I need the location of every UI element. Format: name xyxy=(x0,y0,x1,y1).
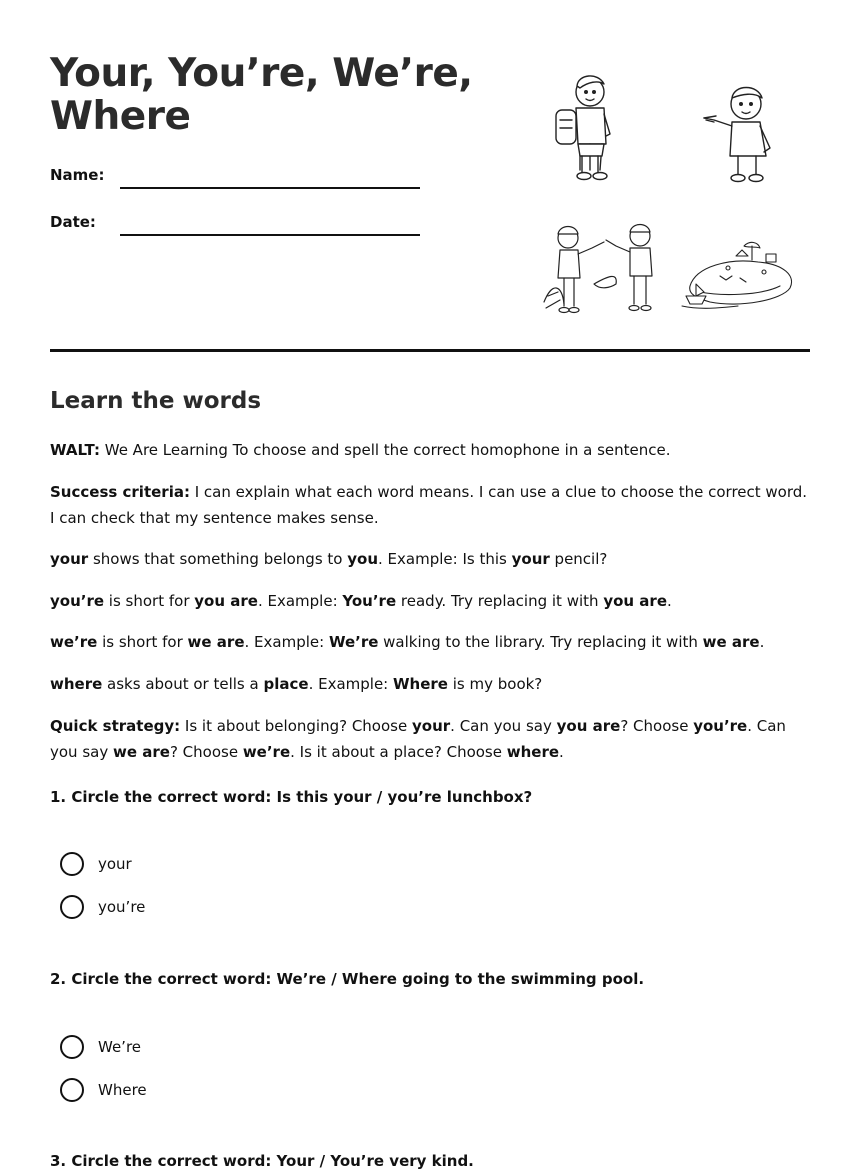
boy-pointing-illustration xyxy=(702,82,778,184)
text-run: Is it about belonging? Choose xyxy=(180,717,412,735)
name-field[interactable] xyxy=(120,187,420,189)
section-title: Learn the words xyxy=(50,388,262,414)
text-run: I can explain what each word means. I can use a clue to choose the correct word. I can check that my sentence makes sense. xyxy=(50,483,808,527)
option-label: We’re xyxy=(98,1038,142,1056)
worksheet-title: Your, You’re, We’re, Where xyxy=(50,51,473,139)
radio-button[interactable] xyxy=(60,895,84,919)
text-run: pencil? xyxy=(549,550,608,568)
bold-term: you’re xyxy=(50,592,105,610)
bold-term: we are xyxy=(702,633,760,651)
bold-term: Where xyxy=(393,675,448,693)
text-run: ready. Try replacing it with xyxy=(396,592,604,610)
q2-option-where[interactable] xyxy=(60,1077,147,1103)
header-divider xyxy=(50,349,810,352)
bold-term: you are xyxy=(556,717,621,735)
question-1: 1. Circle the correct word: Is this your / you’re lunchbox? xyxy=(50,788,533,806)
question-3: 3. Circle the correct word: Your / You’re very kind. xyxy=(50,1152,474,1170)
quick-strategy-paragraph xyxy=(50,713,810,765)
text-run: ? Choose xyxy=(169,743,243,761)
bold-term: where xyxy=(50,675,103,693)
radio-button[interactable] xyxy=(60,1078,84,1102)
bold-term: we’re xyxy=(242,743,291,761)
date-label: Date: xyxy=(50,213,96,231)
text-run: . Can you say xyxy=(450,717,557,735)
bold-term: We’re xyxy=(328,633,379,651)
text-run: asks about or tells a xyxy=(102,675,264,693)
bold-term: Quick strategy: xyxy=(50,717,181,735)
text-run: . Example: xyxy=(244,633,329,651)
bold-term: you’re xyxy=(693,717,748,735)
text-run: . xyxy=(559,743,564,761)
text-run: is short for xyxy=(104,592,195,610)
your-definition xyxy=(50,546,810,572)
bold-term: You’re xyxy=(342,592,397,610)
bold-term: your xyxy=(511,550,550,568)
date-field[interactable] xyxy=(120,234,420,236)
text-run: shows that something belongs to xyxy=(88,550,348,568)
question-2: 2. Circle the correct word: We’re / Where going to the swimming pool. xyxy=(50,970,645,988)
text-run: . Can you say xyxy=(50,717,786,761)
radio-button[interactable] xyxy=(60,1035,84,1059)
two-kids-pointing-illustration xyxy=(542,222,660,314)
success-criteria-paragraph xyxy=(50,479,810,531)
option-label: you’re xyxy=(98,898,146,916)
text-run: . xyxy=(667,592,672,610)
bold-term: where xyxy=(506,743,560,761)
q1-option-youre[interactable] xyxy=(60,894,145,920)
bold-term: we’re xyxy=(50,633,98,651)
option-label: Where xyxy=(98,1081,147,1099)
text-run: is short for xyxy=(97,633,188,651)
boy-with-backpack-illustration xyxy=(548,70,616,184)
text-run: is my book? xyxy=(447,675,543,693)
text-run: We Are Learning To choose and spell the correct homophone in a sentence. xyxy=(99,441,671,459)
text-run: walking to the library. Try replacing it with xyxy=(378,633,703,651)
bold-term: your xyxy=(411,717,451,735)
bold-term: we are xyxy=(112,743,170,761)
bold-term: you are xyxy=(194,592,258,610)
q2-option-were[interactable] xyxy=(60,1034,141,1060)
treasure-island-illustration xyxy=(680,236,798,310)
walt-paragraph xyxy=(50,437,810,463)
radio-button[interactable] xyxy=(60,852,84,876)
text-run: . Example: Is this xyxy=(378,550,512,568)
youre-definition xyxy=(50,588,810,614)
option-label: your xyxy=(98,855,132,873)
bold-term: place xyxy=(263,675,309,693)
were-definition xyxy=(50,629,810,655)
q1-option-your[interactable] xyxy=(60,851,132,877)
text-run: . xyxy=(759,633,765,651)
bold-term: you are xyxy=(603,592,667,610)
name-label: Name: xyxy=(50,166,105,184)
text-run: . Is it about a place? Choose xyxy=(290,743,507,761)
text-run: . Example: xyxy=(257,592,343,610)
bold-term: Success criteria: xyxy=(50,483,190,501)
text-run: . Example: xyxy=(308,675,393,693)
bold-term: WALT: xyxy=(50,441,100,459)
text-run: ? Choose xyxy=(620,717,694,735)
where-definition xyxy=(50,671,810,697)
bold-term: your xyxy=(50,550,89,568)
bold-term: you xyxy=(347,550,379,568)
bold-term: we are xyxy=(187,633,245,651)
